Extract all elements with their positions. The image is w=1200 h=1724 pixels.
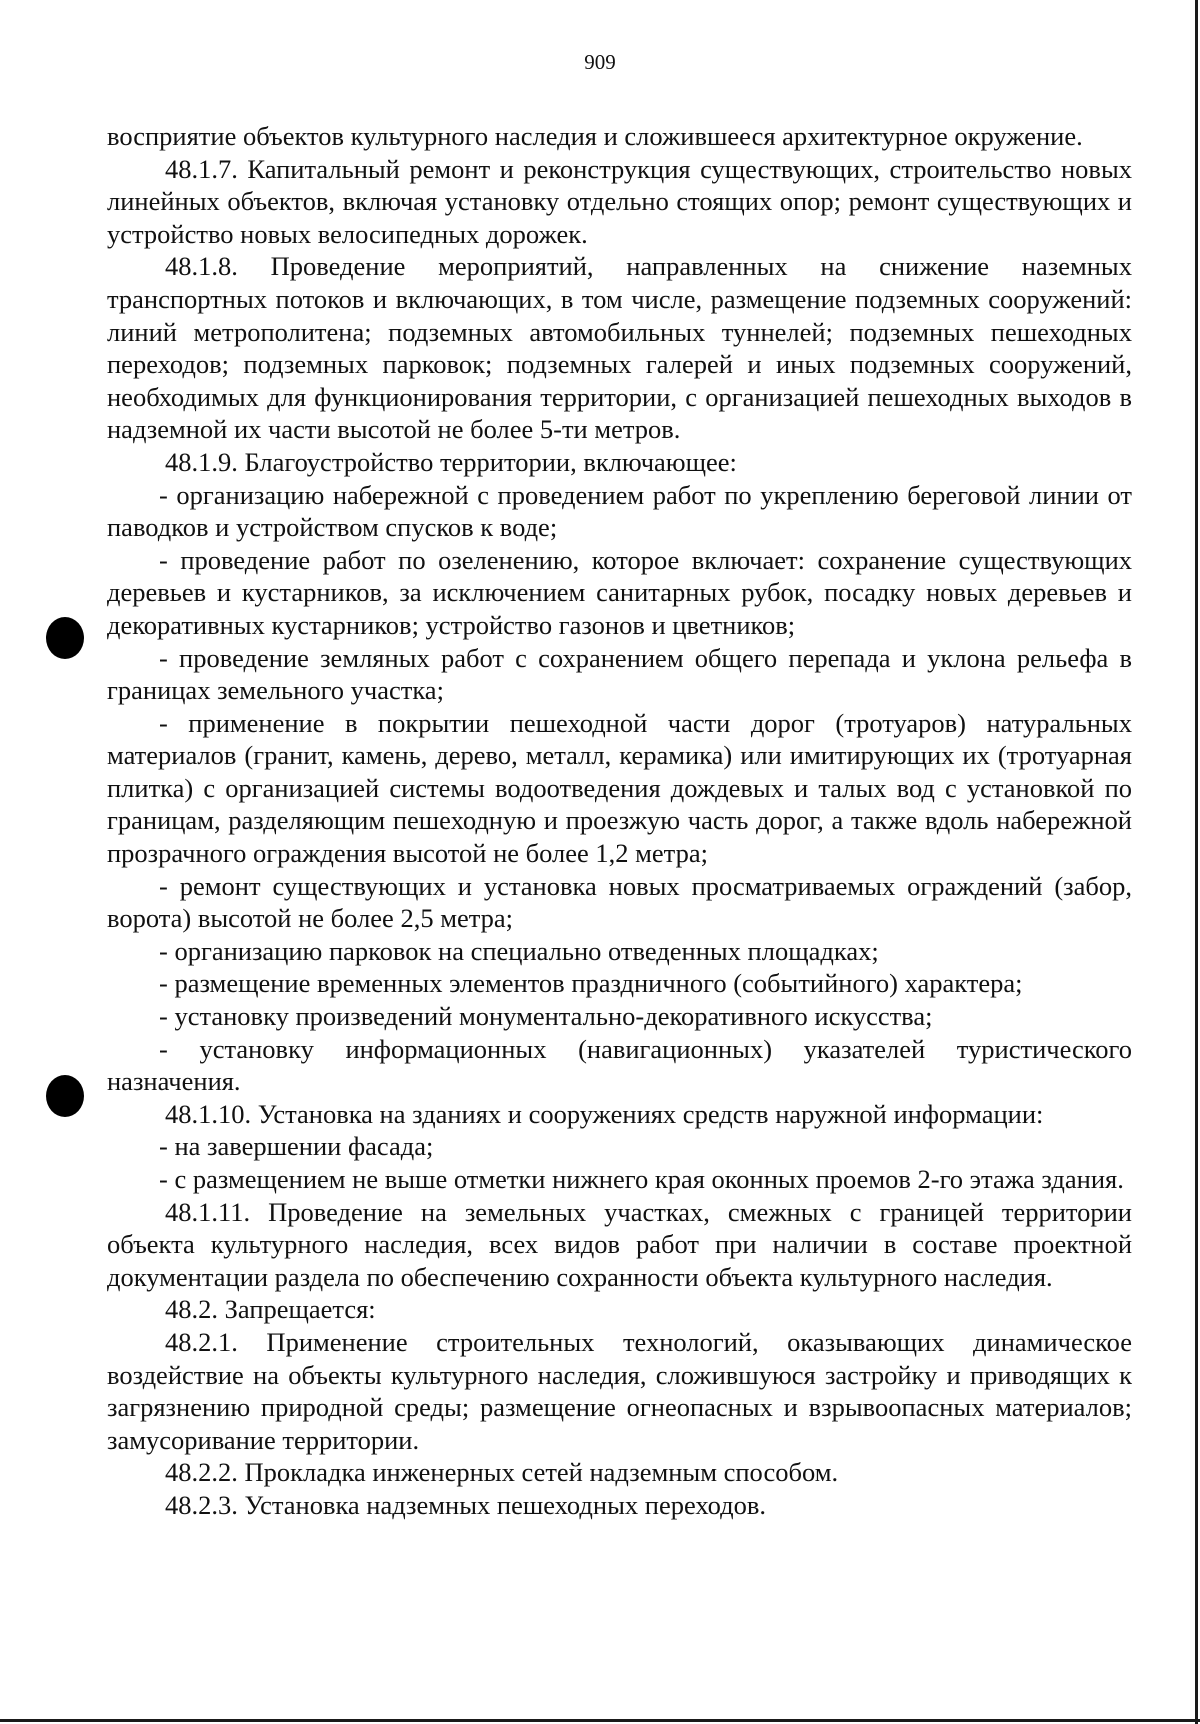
punch-hole-top (46, 617, 84, 659)
list-item-landscaping: - проведение работ по озеленению, которое включает: сохранение существующих деревьев и кустарников, за исключением санитарных рубок, посадку новых деревьев и декоративных кустарников; устройство газонов и цветников; (107, 544, 1132, 640)
paragraph-continuation: восприятие объектов культурного наследия и сложившееся архитектурное окружение. (107, 121, 1083, 151)
document-body (107, 120, 1132, 1522)
paragraph-48-2-2: 48.2.2. Прокладка инженерных сетей надземным способом. (165, 1457, 839, 1488)
list-item-temporary-elements: - размещение временных элементов праздничного (событийного) характера; (159, 968, 1023, 999)
page-edge-bottom (0, 1719, 1200, 1722)
list-item-window-level: - с размещением не выше отметки нижнего края оконных проемов 2-го этажа здания. (159, 1164, 1124, 1194)
paragraph-48-1-10: 48.1.10. Установка на зданиях и сооружениях средств наружной информации: (165, 1098, 1044, 1129)
list-item-monumental-art: - установку произведений монументально-декоративного искусства; (159, 1001, 933, 1032)
paragraph-48-2: 48.2. Запрещается: (165, 1294, 376, 1325)
page-edge-right (1195, 0, 1198, 1724)
paragraph-48-1-11: 48.1.11. Проведение на земельных участках, смежных с границей территории объекта культурного наследия, всех видов работ при наличии в составе проектной документации раздела по обеспечению сохранности объекта культурного наследия. (107, 1196, 1132, 1292)
paragraph-48-1-9: 48.1.9. Благоустройство территории, включающее: (165, 446, 737, 477)
page-number: 909 (584, 50, 616, 74)
paragraph-48-1-7: 48.1.7. Капитальный ремонт и реконструкция существующих, строительство новых линейных объектов, включая установку отдельно стоящих опор; ремонт существующих и устройство новых велосипедных дорожек. (107, 153, 1132, 249)
list-item-fences: - ремонт существующих и установка новых просматриваемых ограждений (забор, ворота) высотой не более 2,5 метра; (107, 870, 1132, 934)
paragraph-48-2-1: 48.2.1. Применение строительных технологий, оказывающих динамическое воздействие на объекты культурного наследия, сложившуюся застройку и приводящих к загрязнению природной среды; размещение огнеопасных и взрывоопасных материалов; замусоривание территории. (107, 1326, 1132, 1455)
punch-hole-bottom (46, 1075, 84, 1117)
list-item-tourist-signs: - установку информационных (навигационных) указателей туристического назначения. (107, 1033, 1132, 1097)
list-item-earthworks: - проведение земляных работ с сохранением общего перепада и уклона рельефа в границах земельного участка; (107, 642, 1132, 706)
paragraph-48-1-8: 48.1.8. Проведение мероприятий, направленных на снижение наземных транспортных потоков и включающих, в том числе, размещение подземных сооружений: линий метрополитена; подземных автомобильных туннелей; подземных пешеходных переходов; подземных парковок; подземных галерей и иных подземных сооружений, необходимых для функционирования территории, с организацией пешеходных выходов в надземной их части высотой не более 5-ти метров. (107, 251, 1132, 445)
list-item-paving: - применение в покрытии пешеходной части дорог (тротуаров) натуральных материалов (гранит, камень, дерево, металл, керамика) или имитирующих их (тротуарная плитка) с организацией системы водоотведения дождевых и талых вод с установкой по границам, разделяющим пешеходную и проезжую часть дорог, а также вдоль набережной прозрачного ограждения высотой не более 1,2 метра; (107, 707, 1132, 869)
list-item-facade: - на завершении фасада; (159, 1131, 434, 1162)
list-item-embankment: - организацию набережной с проведением работ по укреплению береговой линии от паводков и устройством спусков к воде; (107, 479, 1132, 543)
list-item-parking: - организацию парковок на специально отведенных площадках; (159, 935, 879, 966)
paragraph-48-2-3: 48.2.3. Установка надземных пешеходных переходов. (165, 1489, 766, 1520)
